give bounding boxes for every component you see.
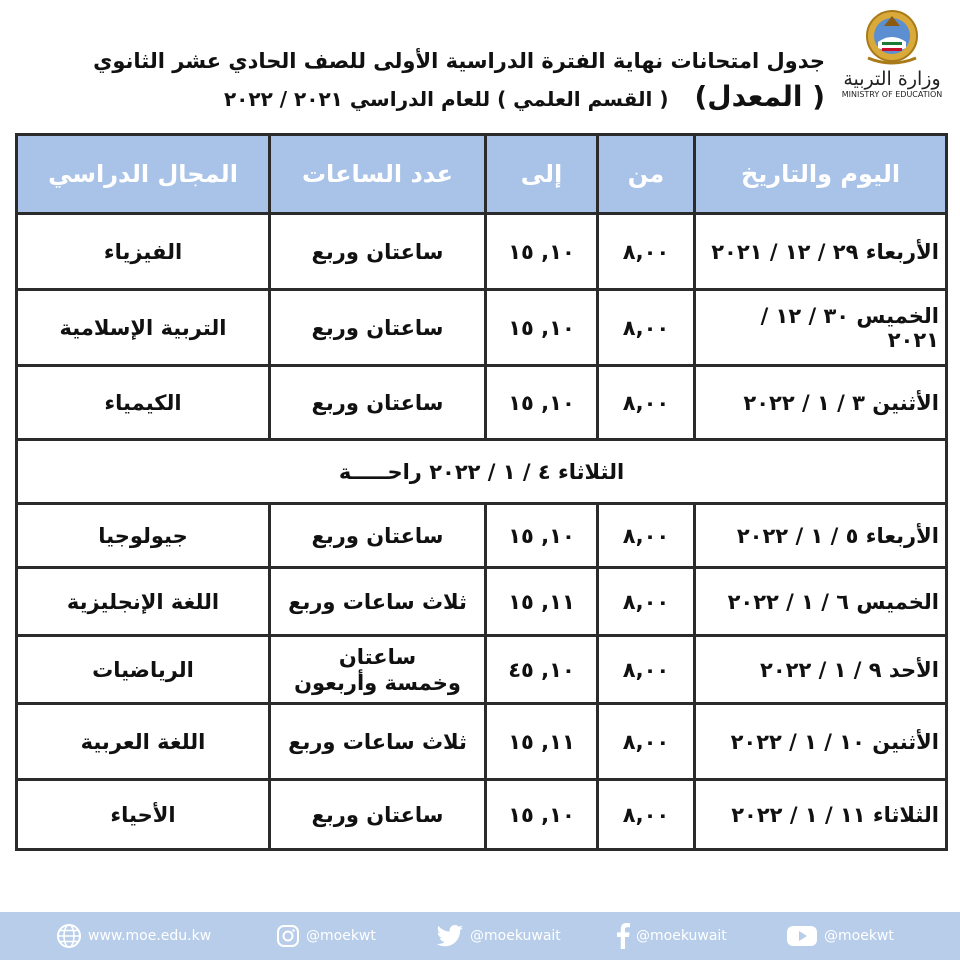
table-header-row bbox=[17, 135, 947, 214]
table-row bbox=[17, 504, 947, 568]
cell-date: الأثنين ١٠ / ١ / ٢٠٢٢ bbox=[695, 704, 947, 780]
cell-from: ٨,٠٠ bbox=[598, 704, 695, 780]
cell-to: ١٠, ١٥ bbox=[486, 780, 598, 850]
cell-date: الثلاثاء ١١ / ١ / ٢٠٢٢ bbox=[695, 780, 947, 850]
cell-to: ١٠, ١٥ bbox=[486, 214, 598, 290]
logo-english-text: MINISTRY OF EDUCATION bbox=[841, 90, 943, 99]
cell-subject: اللغة العربية bbox=[17, 704, 270, 780]
header-date: اليوم والتاريخ bbox=[695, 135, 947, 214]
facebook-text: @moekuwait bbox=[636, 928, 727, 944]
table-row bbox=[17, 290, 947, 366]
twitter-text: @moekuwait bbox=[470, 928, 561, 944]
cell-hours: ساعتان وربع bbox=[270, 214, 486, 290]
cell-date: الأثنين ٣ / ١ / ٢٠٢٢ bbox=[695, 366, 947, 440]
social-footer bbox=[0, 912, 960, 960]
document-header bbox=[0, 0, 960, 130]
cell-subject: الأحياء bbox=[17, 780, 270, 850]
instagram-text: @moekwt bbox=[306, 928, 376, 944]
cell-to: ١٠, ١٥ bbox=[486, 504, 598, 568]
cell-to: ١٠, ٤٥ bbox=[486, 636, 598, 704]
cell-hours: ثلاث ساعات وربع bbox=[270, 568, 486, 636]
cell-subject: جيولوجيا bbox=[17, 504, 270, 568]
cell-hours: ثلاث ساعات وربع bbox=[270, 704, 486, 780]
cell-subject: الكيمياء bbox=[17, 366, 270, 440]
table-row bbox=[17, 780, 947, 850]
cell-date: الأحد ٩ / ١ / ٢٠٢٢ bbox=[695, 636, 947, 704]
header-subject: المجال الدراسي bbox=[17, 135, 270, 214]
cell-hours: ساعتان وربع bbox=[270, 504, 486, 568]
cell-to: ١٠, ١٥ bbox=[486, 290, 598, 366]
globe-icon bbox=[56, 923, 82, 949]
cell-subject: الرياضيات bbox=[17, 636, 270, 704]
cell-hours bbox=[270, 636, 486, 704]
hours-line-1: ساعتان bbox=[338, 644, 417, 669]
revised-badge: ( المعدل) bbox=[694, 80, 825, 113]
table-row bbox=[17, 636, 947, 704]
cell-subject: اللغة الإنجليزية bbox=[17, 568, 270, 636]
facebook-link[interactable] bbox=[616, 912, 727, 960]
ministry-logo bbox=[836, 8, 948, 116]
table-row bbox=[17, 214, 947, 290]
cell-to: ١١, ١٥ bbox=[486, 704, 598, 780]
cell-to: ١٠, ١٥ bbox=[486, 366, 598, 440]
youtube-icon bbox=[786, 924, 818, 948]
cell-subject: التربية الإسلامية bbox=[17, 290, 270, 366]
cell-subject: الفيزياء bbox=[17, 214, 270, 290]
youtube-text: @moekwt bbox=[824, 928, 894, 944]
cell-from: ٨,٠٠ bbox=[598, 290, 695, 366]
cell-from: ٨,٠٠ bbox=[598, 504, 695, 568]
header-from: من bbox=[598, 135, 695, 214]
website-text: www.moe.edu.kw bbox=[88, 928, 212, 944]
twitter-link[interactable] bbox=[436, 912, 561, 960]
website-link[interactable] bbox=[56, 912, 211, 960]
cell-to: ١١, ١٥ bbox=[486, 568, 598, 636]
header-hours: عدد الساعات bbox=[270, 135, 486, 214]
cell-hours: ساعتان وربع bbox=[270, 290, 486, 366]
cell-date: الخميس ٦ / ١ / ٢٠٢٢ bbox=[695, 568, 947, 636]
cell-date: الأربعاء ٢٩ / ١٢ / ٢٠٢١ bbox=[695, 214, 947, 290]
page-subtitle bbox=[65, 82, 825, 114]
instagram-link[interactable] bbox=[276, 912, 376, 960]
instagram-icon bbox=[276, 924, 300, 948]
exam-schedule-table bbox=[15, 133, 948, 851]
cell-date: الخميس ٣٠ / ١٢ / ٢٠٢١ bbox=[695, 290, 947, 366]
cell-from: ٨,٠٠ bbox=[598, 780, 695, 850]
cell-from: ٨,٠٠ bbox=[598, 214, 695, 290]
logo-arabic-text: وزارة التربية bbox=[843, 68, 941, 90]
subtitle-text: ( القسم العلمي ) للعام الدراسي ٢٠٢١ / ٢٠٢٢ bbox=[223, 87, 669, 111]
header-to: إلى bbox=[486, 135, 598, 214]
hours-line-2: وخمسة وأربعون bbox=[294, 670, 461, 695]
cell-hours: ساعتان وربع bbox=[270, 780, 486, 850]
cell-from: ٨,٠٠ bbox=[598, 636, 695, 704]
cell-date: الأربعاء ٥ / ١ / ٢٠٢٢ bbox=[695, 504, 947, 568]
kuwait-emblem-icon bbox=[864, 8, 920, 66]
page-title: جدول امتحانات نهاية الفترة الدراسية الأولى للصف الحادي عشر الثانوي bbox=[93, 49, 825, 73]
cell-from: ٨,٠٠ bbox=[598, 366, 695, 440]
table-row bbox=[17, 366, 947, 440]
youtube-link[interactable] bbox=[786, 912, 894, 960]
twitter-icon bbox=[436, 924, 464, 948]
cell-hours: ساعتان وربع bbox=[270, 366, 486, 440]
cell-from: ٨,٠٠ bbox=[598, 568, 695, 636]
table-row bbox=[17, 704, 947, 780]
table-row bbox=[17, 568, 947, 636]
rest-day-cell: الثلاثاء ٤ / ١ / ٢٠٢٢ راحـــــة bbox=[17, 440, 947, 504]
rest-day-row bbox=[17, 440, 947, 504]
facebook-icon bbox=[616, 923, 630, 949]
